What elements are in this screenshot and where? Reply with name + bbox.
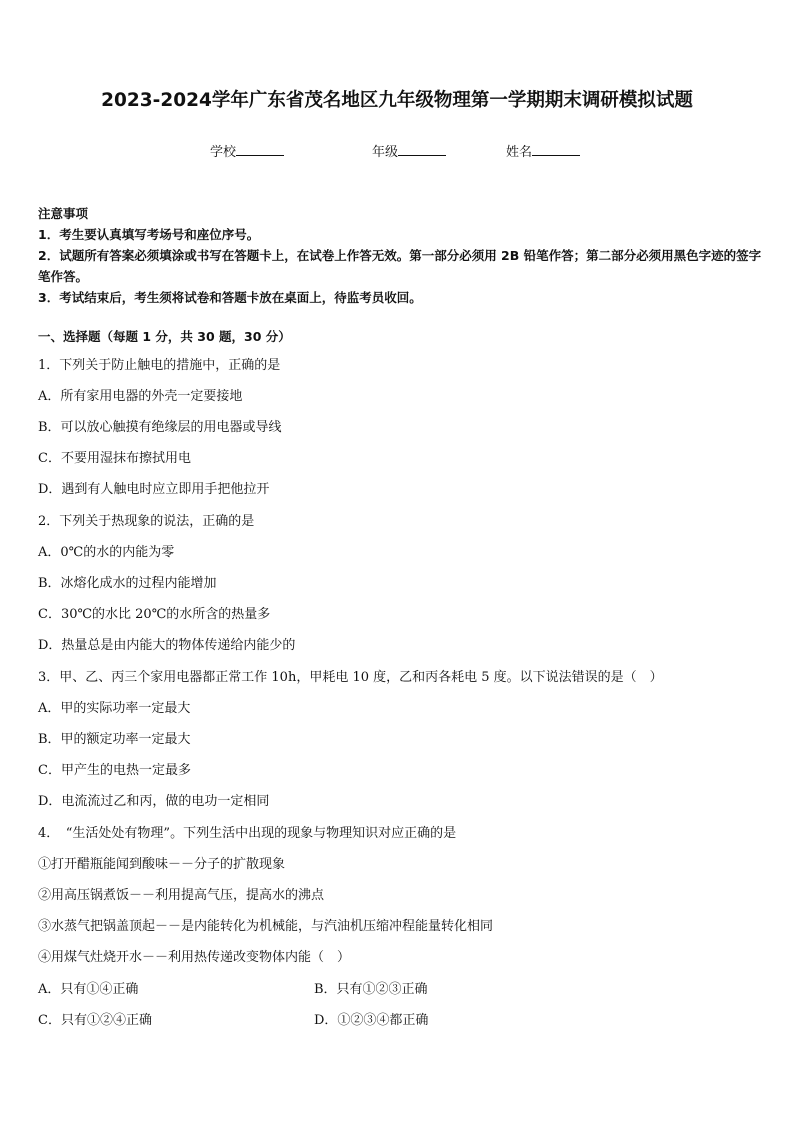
question-4-stem: 4． “生活处处有物理”。下列生活中出现的现象与物理知识对应正确的是 xyxy=(38,826,457,841)
grade-label: 年级 xyxy=(372,145,399,160)
notice-block xyxy=(38,203,762,308)
page-title: 2023-2024学年广东省茂名地区九年级物理第一学期期末调研模拟试题 xyxy=(101,90,693,111)
question-4-option-d: D．①②③④都正确 xyxy=(314,1013,429,1028)
question-3-option-a: A．甲的实际功率一定最大 xyxy=(38,701,191,716)
question-1-stem: 1．下列关于防止触电的措施中，正确的是 xyxy=(38,358,281,373)
question-4-statement-1: ①打开醋瓶能闻到酸味－－分子的扩散现象 xyxy=(38,857,286,872)
name-blank xyxy=(532,144,580,156)
grade-blank xyxy=(398,144,446,156)
question-4-option-a: A．只有①④正确 xyxy=(38,982,139,997)
notice-item-1: 1．考生要认真填写考场号和座位序号。 xyxy=(38,227,260,242)
question-4-statement-2: ②用高压锅煮饭－－利用提高气压，提高水的沸点 xyxy=(38,888,325,903)
notice-item-3: 3．考试结束后，考生须将试卷和答题卡放在桌面上，待监考员收回。 xyxy=(38,290,422,305)
question-3-option-d: D．电流流过乙和丙，做的电功一定相同 xyxy=(38,794,270,809)
school-blank xyxy=(236,144,284,156)
notice-heading: 注意事项 xyxy=(38,206,89,221)
question-2-stem: 2．下列关于热现象的说法，正确的是 xyxy=(38,514,255,529)
grade-field xyxy=(372,141,446,160)
question-4-statement-4: ④用煤气灶烧开水－－利用热传递改变物体内能（ ） xyxy=(38,950,351,965)
question-2-option-a: A．0℃的水的内能为零 xyxy=(38,545,175,560)
name-field xyxy=(506,141,580,160)
question-1-option-b: B．可以放心触摸有绝缘层的用电器或导线 xyxy=(38,420,282,435)
question-3-stem: 3．甲、乙、丙三个家用电器都正常工作 10h，甲耗电 10 度，乙和丙各耗电 5 度。以下说法错误的是（ ） xyxy=(38,670,663,685)
question-1-option-c: C．不要用湿抹布擦拭用电 xyxy=(38,451,191,466)
question-1-option-d: D．遇到有人触电时应立即用手把他拉开 xyxy=(38,482,270,497)
question-3-option-c: C．甲产生的电热一定最多 xyxy=(38,763,191,778)
question-4-option-c: C．只有①②④正确 xyxy=(38,1013,152,1028)
question-4-statement-3: ③水蒸气把锅盖顶起－－是内能转化为机械能，与汽油机压缩冲程能量转化相同 xyxy=(38,919,494,934)
question-1-option-a: A．所有家用电器的外壳一定要接地 xyxy=(38,389,243,404)
school-label: 学校 xyxy=(210,145,237,160)
question-4-option-b: B．只有①②③正确 xyxy=(314,982,428,997)
question-2-option-c: C．30℃的水比 20℃的水所含的热量多 xyxy=(38,607,271,622)
school-field xyxy=(210,141,284,160)
question-2-option-b: B．冰熔化成水的过程内能增加 xyxy=(38,576,217,591)
notice-item-2: 2．试题所有答案必须填涂或书写在答题卡上，在试卷上作答无效。第一部分必须用 2B 铅笔作答；第二部分必须用黑色字迹的签字笔作答。 xyxy=(38,248,762,284)
question-3-option-b: B．甲的额定功率一定最大 xyxy=(38,732,191,747)
section-heading: 一、选择题（每题 1 分，共 30 题，30 分） xyxy=(38,329,291,344)
question-2-option-d: D．热量总是由内能大的物体传递给内能少的 xyxy=(38,638,296,653)
name-label: 姓名 xyxy=(506,145,533,160)
